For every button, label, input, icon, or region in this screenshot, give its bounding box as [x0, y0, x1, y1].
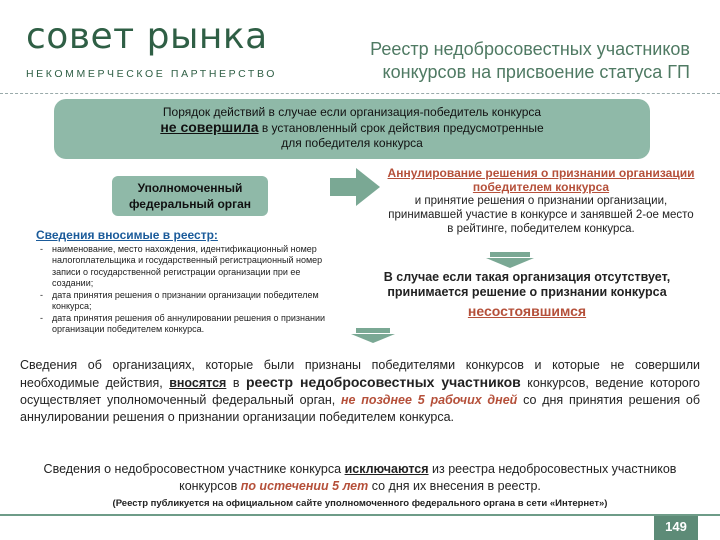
organ-line-1: Уполномоченный: [137, 181, 243, 195]
para1-registry: реестр недобросовестных участников: [245, 374, 521, 390]
registry-info: [36, 230, 336, 336]
para2-part-3: со дня их внесения в реестр.: [368, 479, 541, 493]
annulment-block: [386, 166, 696, 236]
page-number: 149: [654, 516, 698, 540]
para1-part-2: в: [226, 376, 246, 390]
procedure-box: [54, 99, 650, 159]
procedure-line-1: Порядок действий в случае если организация-победитель конкурса: [162, 105, 542, 119]
header-divider: [0, 93, 720, 94]
para2-part-2: из реестра недобросовестных участников конкурсов: [179, 462, 677, 493]
procedure-emphasis: не совершила: [160, 119, 259, 135]
absent-line-1: В случае если такая организация отсутствует,: [383, 270, 671, 284]
exclusion-paragraph: [20, 461, 700, 495]
page-title: [290, 38, 690, 84]
organ-line-2: федеральный орган: [128, 197, 252, 211]
logo-sub-text: НЕКОММЕРЧЕСКОЕ ПАРТНЕРСТВО: [26, 68, 277, 80]
registry-list: [36, 244, 336, 336]
list-item: - наименование, место нахождения, идентификационный номер налогоплательщика и государственный регистрационный номер записи о государственной регистрации организации при ее создании;: [52, 244, 336, 290]
footer-bar: [0, 514, 720, 540]
list-item: - дата принятия решения об аннулировании решения о признании организации победителем конкурса.: [52, 313, 336, 336]
procedure-line-2: [54, 120, 650, 136]
para1-part-4: со дня принятия решения об аннулировании решения о признании организации победителем конкурса.: [20, 393, 700, 424]
para2-excluded: исключаются: [344, 462, 429, 476]
para2-part-1: Сведения о недобросовестном участнике конкурса: [43, 462, 345, 476]
federal-organ-box: [112, 176, 268, 216]
publication-note: (Реестр публикуется на официальном сайте уполномоченного федерального органа в сети «Интернет»): [112, 498, 608, 509]
logo: [26, 18, 277, 80]
absent-block: [356, 270, 698, 319]
procedure-line-3: для победителя конкурса: [281, 136, 423, 150]
annulment-heading: Аннулирование решения о признании организации победителем конкурса: [387, 166, 695, 194]
para1-inline: вносятся: [169, 376, 227, 390]
para2-period: по истечении 5 лет: [240, 479, 369, 493]
registry-paragraph: [20, 357, 700, 426]
list-item: - дата принятия решения о признании организации победителем конкурса;: [52, 290, 336, 313]
logo-main-text: совет рынка: [26, 16, 268, 57]
registry-heading: Сведения вносимые в реестр:: [36, 228, 218, 242]
title-line-1: Реестр недобросовестных участников: [370, 39, 690, 59]
absent-line-2: принимается решение о признании конкурса: [387, 285, 667, 299]
para1-part-3: конкурсов, ведение которого осуществляет уполномоченный федеральный орган,: [20, 376, 700, 407]
title-line-2: конкурсов на присвоение статуса ГП: [382, 62, 690, 82]
procedure-line-2-rest: в установленный срок действия предусмотренные: [258, 121, 544, 135]
para1-part-1: Сведения об организациях, которые были признаны победителями конкурсов и которые не совершили необходимые действия,: [20, 358, 700, 390]
para1-deadline: не позднее 5 рабочих дней: [340, 393, 518, 407]
failed-contest-label: несостоявшимся: [467, 303, 587, 319]
annulment-text: и принятие решения о признании организации, принимавшей участие в конкурсе и занявшей 2-ое место в рейтинге, победителем конкурса.: [388, 195, 694, 235]
